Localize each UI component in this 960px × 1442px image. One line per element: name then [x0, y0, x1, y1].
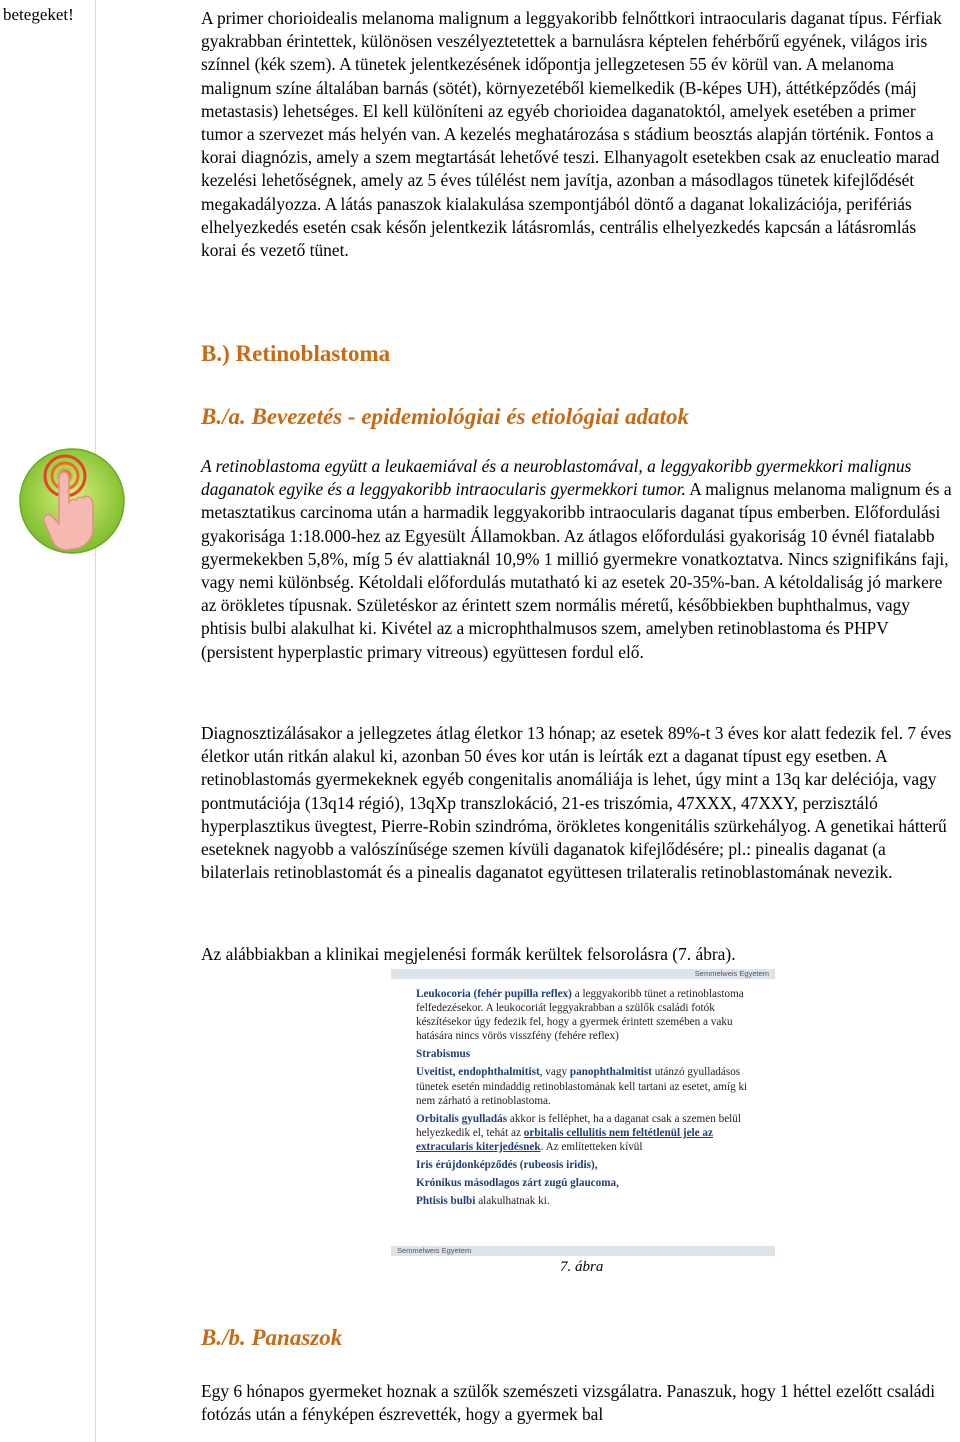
- paragraph-figure-reference: Az alábbiakban a klinikai megjelenési formák kerültek felsorolásra (7. ábra).: [201, 944, 736, 964]
- figure-brand-bottom: Semmelweis Egyetem: [397, 1246, 472, 1255]
- subsection-heading-introduction: B./a. Bevezetés - epidemiológiai és etiológiai adatok: [201, 404, 690, 429]
- paragraph-epidemiology-rest: A malignus melanoma malignum és a metasztatikus carcinoma után a harmadik leggyakoribb intraocularis daganat típus emberben. Előfordulási gyakorisága 1:18.000-hez az Egyesült Államokban. Az átlagos előfordulási gyakoriság 10 évnél fiatalabb gyermekekben 5,8%, míg 5 év alattiaknál 10,9% 1 millió gyermekre vonatkoztatva. Nincs szignifikáns faji, vagy nemi különbség. Kétoldali előfordulás mutatható ki az esetek 20-35%-ban. A kétoldaliság jó markere az örökletes típusnak. Születéskor az érintett szem normális méretű, későbbiekben buphthalmus, vagy phtisis bulbi alakulhat ki. Kivétel az a microphthalmusos szem, amelyben retinoblastoma és PHPV (persistent hyperplastic primary vitreous) együttesen fordul elő.: [201, 479, 952, 662]
- figure-top-bar: [391, 969, 775, 979]
- touch-hand-icon: [17, 446, 127, 556]
- paragraph-epidemiology: [201, 455, 953, 664]
- figure-body: [416, 987, 761, 1212]
- paragraph-diagnosis: Diagnosztizálásakor a jellegzetes átlag életkor 13 hónap; az esetek 89%-t 3 éves kor alatt fedezik fel. 7 éves életkor után ritkán alakul ki, azonban 50 éves kor után is leírták ezt a daganat típust egy esetben. A retinoblastomás gyermekeknek egyéb congenitalis anomáliája is lehet, úgy mint a 13q kar deléciója, vagy pontmutációja (13q14 régió), 13qXp transzlokáció, 21-es triszómia, 47XXX, 47XXY, perzisztáló hyperplasztikus üvegtest, Pierre-Robin szindróma, örökletes kongenitális szürkehályog. A genetikai hátterű eseteknek nagyobb a valószínűsége szemen kívüli daganatok kifejlődésére; pl.: pinealis daganat (a bilaterlais retinoblastomát és a pinealis daganatot együttesen trilateralis retinoblastomának nevezik.: [201, 723, 952, 883]
- figure-item-uveitis: Uveitist, endophthalmitist, vagy panophthalmitist utánzó gyulladásos tünetek esetén mindaddig retinoblastomának kell tartani az esetet, amíg ki nem zárható a retinoblastoma.: [416, 1066, 748, 1107]
- figure-brand-top: Semmelweis Egyetem: [694, 969, 769, 978]
- left-text-fragment: betegeket!: [3, 5, 74, 24]
- section-heading-retinoblastoma: B.) Retinoblastoma: [201, 341, 391, 366]
- figure-item-strabismus: Strabismus: [416, 1048, 471, 1061]
- left-column: [0, 0, 96, 1442]
- figure-item-glaucoma: Krónikus másodlagos zárt zugú glaucoma,: [416, 1177, 619, 1190]
- paragraph-epidemiology-italic: A retinoblastoma együtt a leukaemiával és a neuroblastomával, a leggyakoribb gyermekkori malignus daganatok egyike és a leggyakoribb intraocularis gyermekkori tumor.: [201, 456, 912, 500]
- figure-item-leukocoria: Leukocoria (fehér pupilla reflex) a leggyakoribb tünet a retinoblastoma felfedezésekor. A leukocoriát leggyakrabban a szülők családi fotók készítésekor úgy fedezik fel, hogy a gyermek érintett szemében a vaku hatására nincs vörös visszfény (fehére reflex): [416, 988, 744, 1043]
- paragraph-complaints: Egy 6 hónapos gyermeket hoznak a szülők szemészeti vizsgálatra. Panaszuk, hogy 1 héttel ezelőtt családi fotózás után a fényképen észrevették, hogy a gyermek bal: [201, 1381, 936, 1425]
- figure-item-phtisis: Phtisis bulbi alakulhatnak ki.: [416, 1195, 550, 1208]
- figure-clinical-forms: [391, 969, 775, 1256]
- subsection-heading-complaints: B./b. Panaszok: [201, 1325, 343, 1350]
- figure-item-orbital: Orbitalis gyulladás akkor is felléphet, ha a daganat csak a szemen belül helyezkedik el, tehát az orbitalis cellulitis nem feltétlenül jele az extracularis kiterjedésnek. Az említetteken kívül: [416, 1112, 741, 1153]
- figure-bottom-bar: [391, 1246, 775, 1256]
- figure-item-rubeosis: Iris érújdonképződés (rubeosis iridis),: [416, 1159, 598, 1172]
- figure-caption: 7. ábra: [560, 1259, 604, 1275]
- intro-paragraph: A primer chorioidealis melanoma malignum a leggyakoribb felnőttkori intraocularis daganat típus. Férfiak gyakrabban érintettek, különösen veszélyeztetettek a barnulásra képtelen fehérbőrű egyének, világos iris színnel (kék szem). A tünetek jelentkezésének időpontja jellegzetesen 55 év körül van. A melanoma malignum színe általában barnás (sötét), környezetéből kiemelkedik (B-képes UH), áttétképződés (máj metastasis) lehetséges. El kell különíteni az egyéb chorioidea daganatoktól, amelyek esetében a primer tumor a szervezet más helyén van. A kezelés meghatározása s stádium beosztás alapján történik. Fontos a korai diagnózis, amely a szem megtartását lehetővé teszi. Elhanyagolt esetekben csak az enucleatio marad kezelési lehetőségnek, amely az 5 éves túlélést nem javítja, azonban a másodlagos tünetek kifejlődését megakadályozza. A látás panaszok kialakulása szempontjából döntő a daganat lokalizációja, perifériás elhelyezkedés esetén csak későn jelentkezik látásromlás, centrális elhelyezkedés kapcsán a látásromlás korai és vezető tünet.: [201, 8, 942, 261]
